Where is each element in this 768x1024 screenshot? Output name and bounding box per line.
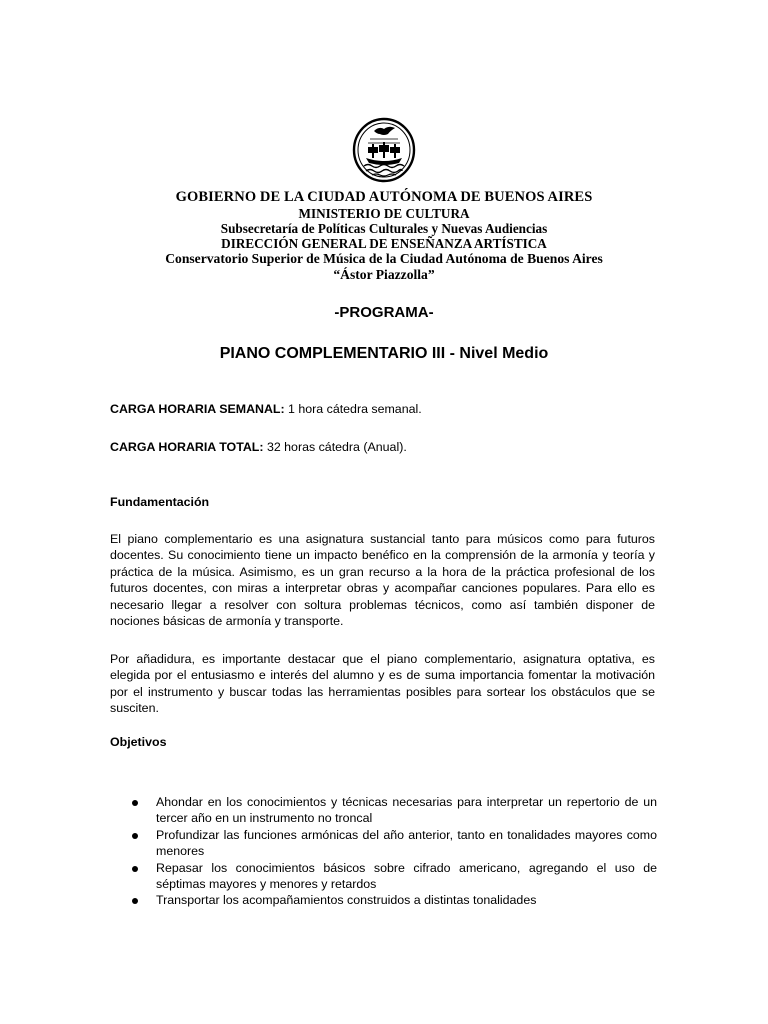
bullet-icon	[132, 866, 138, 872]
list-item	[110, 860, 657, 893]
objetivo-text: Transportar los acompañamientos construidos a distintas tonalidades	[156, 893, 537, 908]
objetivos-list	[110, 794, 657, 909]
list-item	[110, 892, 657, 908]
course-title: PIANO COMPLEMENTARIO III - Nivel Medio	[219, 345, 549, 362]
header-government: GOBIERNO DE LA CIUDAD AUTÓNOMA DE BUENOS AIRES	[175, 189, 593, 205]
bullet-icon	[132, 800, 138, 806]
objetivo-text: Repasar los conocimientos básicos sobre cifrado americano, agregando el uso de séptimas mayores y menores y retardos	[156, 860, 657, 892]
list-item	[110, 827, 657, 860]
list-item	[110, 794, 657, 827]
objetivo-text: Ahondar en los conocimientos y técnicas necesarias para interpretar un repertorio de un tercer año en un instrumento no troncal	[156, 795, 657, 826]
city-seal-icon	[352, 117, 416, 183]
header-conservatory-name: “Ástor Piazzolla”	[333, 267, 435, 282]
header-subsecretary: Subsecretaría de Políticas Culturales y Nuevas Audiencias	[220, 221, 548, 236]
carga-total	[110, 439, 655, 455]
bullet-icon	[132, 898, 138, 904]
carga-semanal	[110, 401, 655, 417]
objetivos-heading: Objetivos	[110, 735, 167, 749]
header-ministry: MINISTERIO DE CULTURA	[298, 206, 470, 221]
carga-total-label: CARGA HORARIA TOTAL:	[110, 440, 264, 454]
programa-label: -PROGRAMA-	[334, 304, 434, 321]
fundamentacion-paragraph: El piano complementario es una asignatura sustancial tanto para músicos como para futuros docentes. Su conocimiento tiene un impacto benéfico en la comprensión de la armonía y teoría y práctica de la música. Asimismo, es un gran recurso a la hora de la práctica profesional de los futuros docentes, con miras a interpretar obras y acompañar canciones populares. Para ello es necesario llegar a resolver con soltura problemas técnicos, como así también disponer de nociones básicas de armonía y transporte.	[110, 532, 655, 629]
fundamentacion-paragraph: Por añadidura, es importante destacar que el piano complementario, asignatura optativa, es elegida por el entusiasmo e interés del alumno y es de suma importancia fomentar la motivación por el instrumento y buscar todas las herramientas posibles para sortear los obstáculos que se susciten.	[110, 652, 655, 716]
carga-total-value: 32 horas cátedra (Anual).	[263, 440, 407, 454]
objetivo-text: Profundizar las funciones armónicas del año anterior, tanto en tonalidades mayores como menores	[156, 827, 657, 859]
carga-semanal-label: CARGA HORARIA SEMANAL:	[110, 402, 285, 416]
seal-graphic	[352, 117, 416, 183]
header-conservatory: Conservatorio Superior de Música de la Ciudad Autónoma de Buenos Aires	[165, 251, 603, 266]
carga-semanal-value: 1 hora cátedra semanal.	[284, 402, 422, 416]
fundamentacion-heading: Fundamentación	[110, 495, 210, 509]
header-direction: DIRECCIÓN GENERAL DE ENSEÑANZA ARTÍSTICA	[221, 236, 547, 251]
institution-header	[100, 189, 668, 283]
bullet-icon	[132, 833, 138, 839]
